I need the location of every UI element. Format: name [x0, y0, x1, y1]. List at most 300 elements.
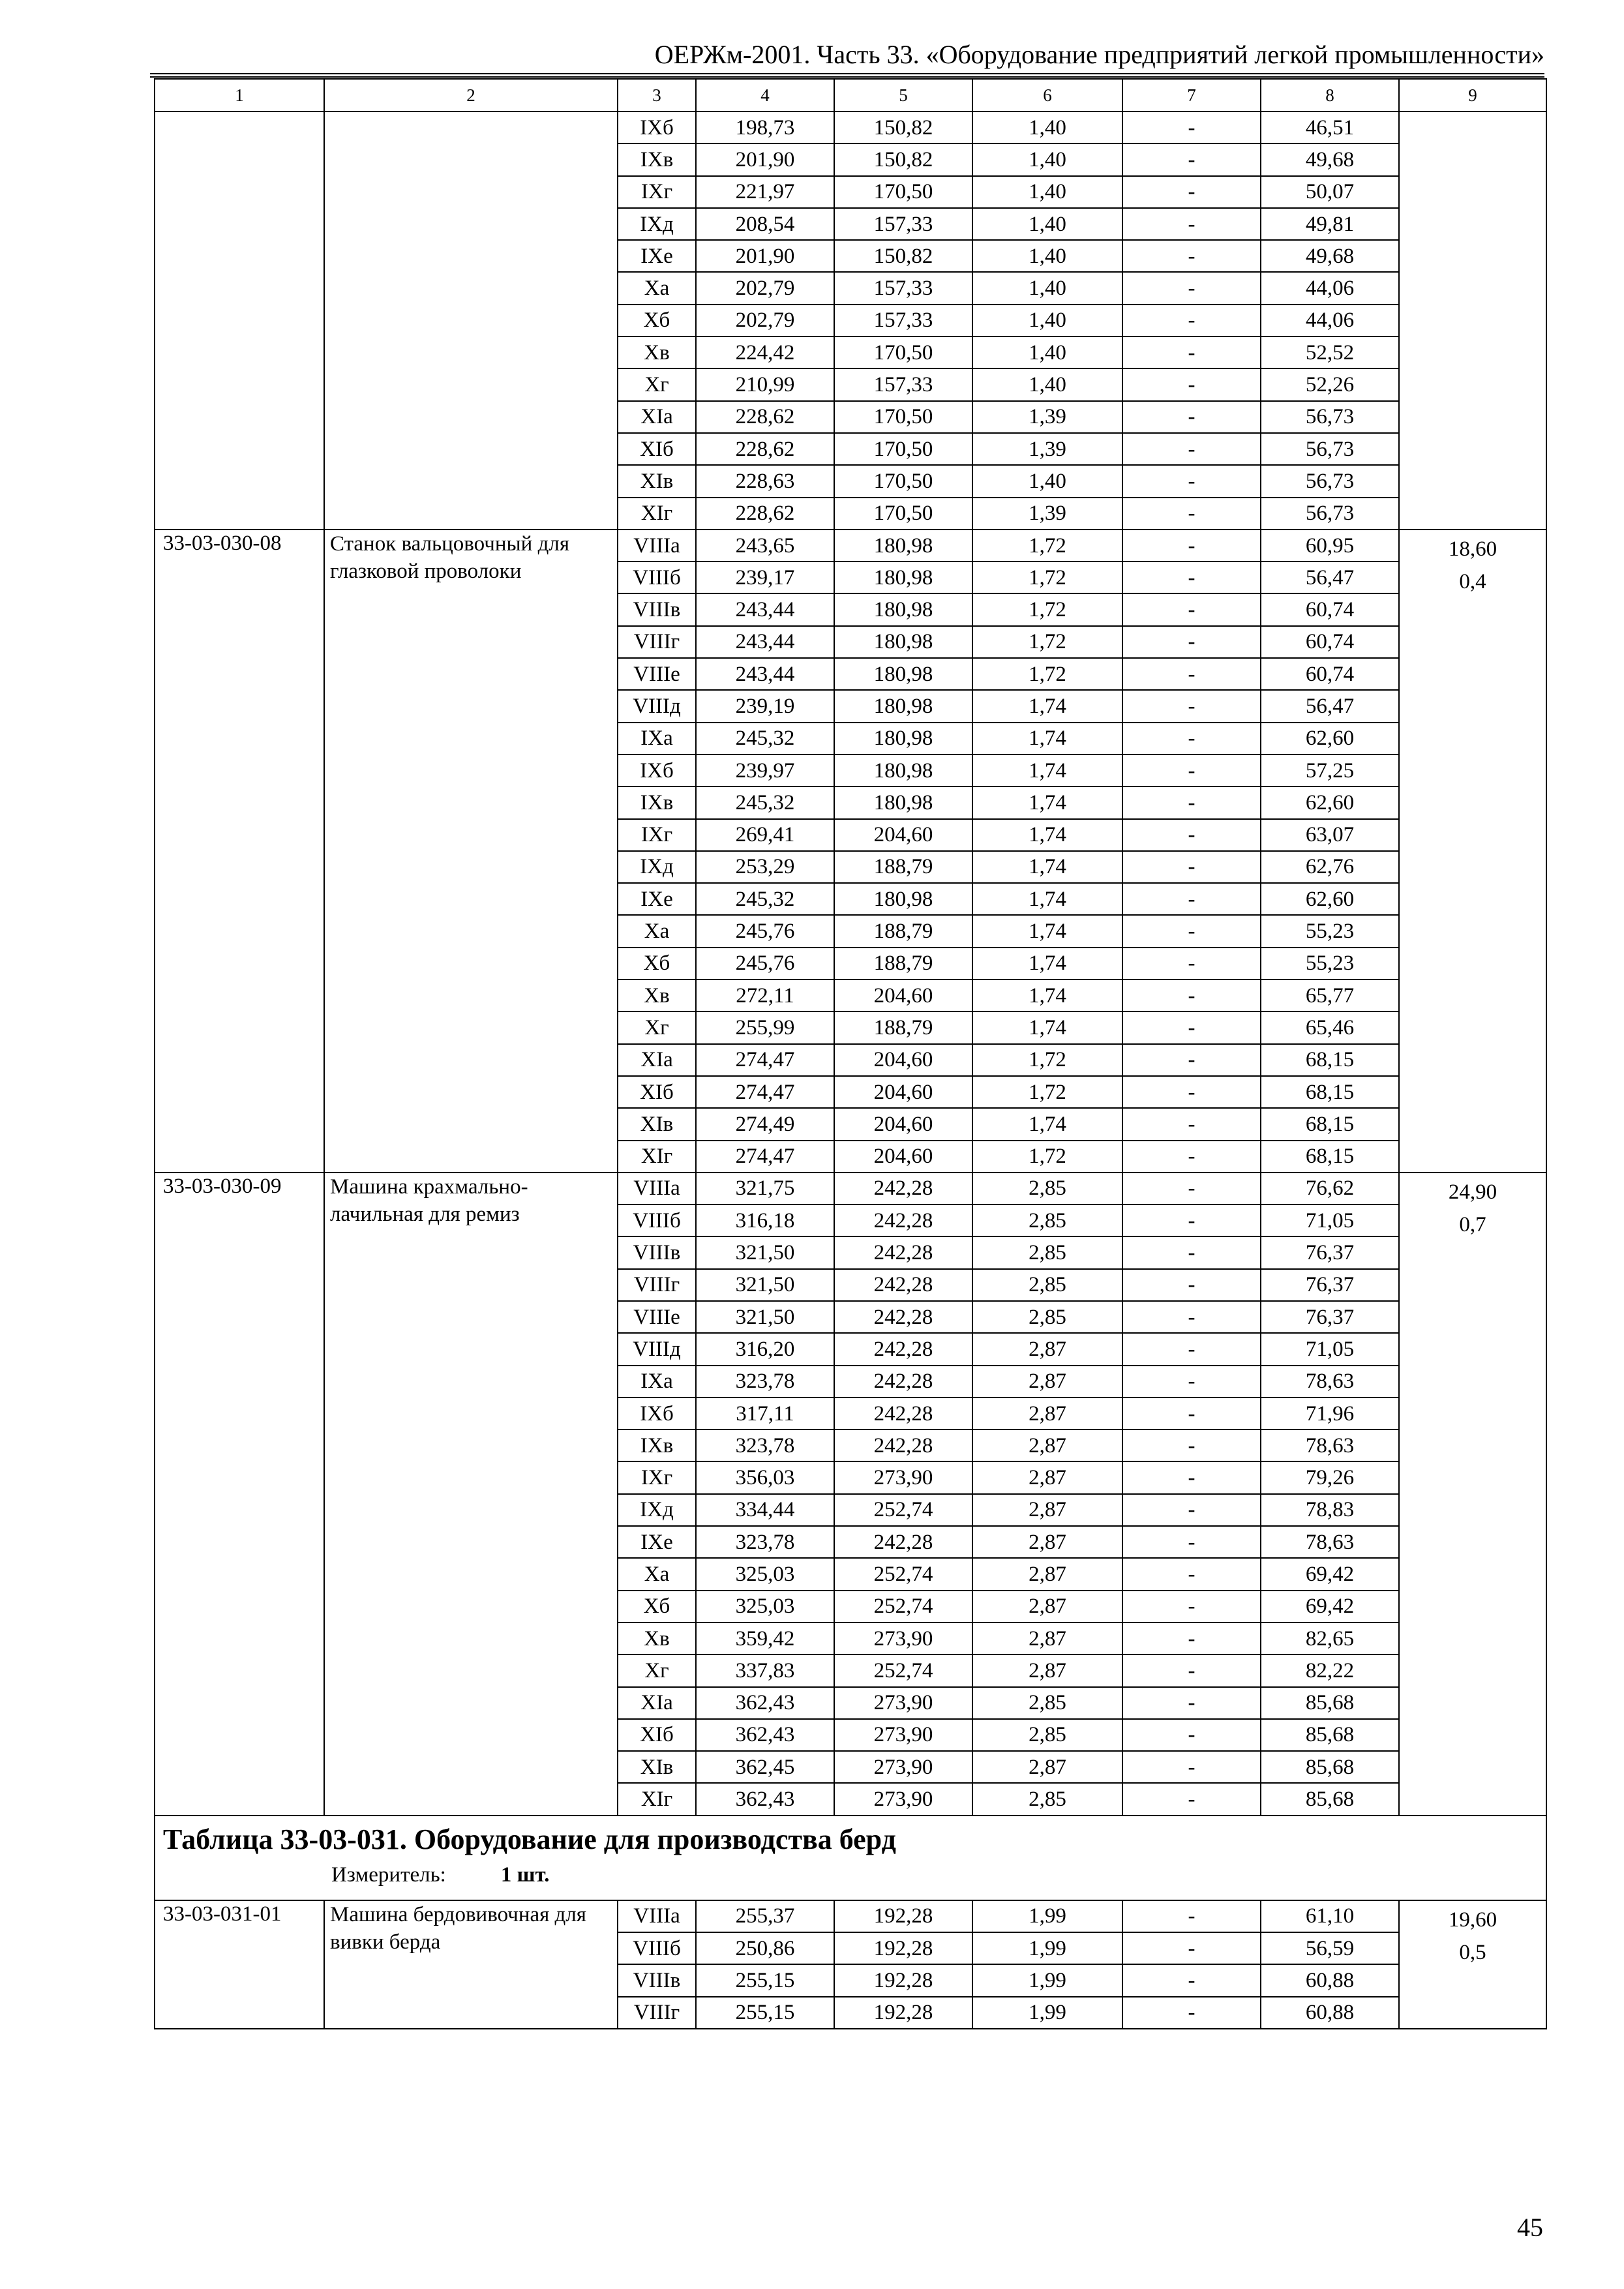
- value-cell: 1,72: [972, 1141, 1122, 1173]
- value-cell: 243,44: [696, 658, 834, 690]
- value-cell: 192,28: [834, 1997, 972, 2029]
- value-cell: -: [1122, 1900, 1261, 1932]
- value-cell: 192,28: [834, 1932, 972, 1964]
- section-cell: [155, 1816, 1546, 1900]
- value-cell: 1,74: [972, 819, 1122, 851]
- value-cell: VIIIд: [618, 690, 696, 722]
- value-cell: -: [1122, 1333, 1261, 1365]
- value-cell: 362,43: [696, 1783, 834, 1815]
- value-cell: 170,50: [834, 465, 972, 497]
- value-cell: 2,87: [972, 1461, 1122, 1493]
- col9-value: 19,60: [1448, 1908, 1497, 1932]
- value-cell: Xг: [618, 1011, 696, 1043]
- column-number-cell: 4: [696, 79, 834, 112]
- value-cell: -: [1122, 755, 1261, 786]
- value-cell: 56,47: [1261, 561, 1399, 593]
- value-cell: 62,60: [1261, 723, 1399, 755]
- value-cell: 204,60: [834, 819, 972, 851]
- value-cell: 239,19: [696, 690, 834, 722]
- running-header: ОЕРЖм-2001. Часть 33. «Оборудование предприятий легкой промышленности»: [654, 40, 1544, 69]
- value-cell: -: [1122, 819, 1261, 851]
- value-cell: -: [1122, 337, 1261, 368]
- value-cell: 239,97: [696, 755, 834, 786]
- value-cell: 1,74: [972, 948, 1122, 980]
- value-cell: 82,22: [1261, 1654, 1399, 1686]
- value-cell: 242,28: [834, 1366, 972, 1398]
- value-cell: 157,33: [834, 305, 972, 337]
- value-cell: -: [1122, 465, 1261, 497]
- measure-label: Измеритель:: [331, 1863, 446, 1887]
- value-cell: 1,72: [972, 561, 1122, 593]
- value-cell: 245,32: [696, 786, 834, 818]
- value-cell: -: [1122, 690, 1261, 722]
- value-cell: 2,85: [972, 1719, 1122, 1751]
- value-cell: 243,44: [696, 593, 834, 625]
- value-cell: 1,74: [972, 786, 1122, 818]
- value-cell: -: [1122, 1719, 1261, 1751]
- value-cell: 1,99: [972, 1900, 1122, 1932]
- value-cell: 1,72: [972, 593, 1122, 625]
- value-cell: 65,77: [1261, 980, 1399, 1011]
- value-cell: -: [1122, 1997, 1261, 2029]
- value-cell: VIIIг: [618, 1269, 696, 1301]
- value-cell: 242,28: [834, 1333, 972, 1365]
- value-cell: -: [1122, 1398, 1261, 1429]
- page-number: 45: [1517, 2213, 1543, 2242]
- value-cell: 46,51: [1261, 112, 1399, 143]
- value-cell: 201,90: [696, 143, 834, 175]
- value-cell: 242,28: [834, 1398, 972, 1429]
- value-cell: 1,74: [972, 883, 1122, 915]
- value-cell: 56,47: [1261, 690, 1399, 722]
- value-cell: -: [1122, 1783, 1261, 1815]
- value-cell: 188,79: [834, 1011, 972, 1043]
- value-cell: 204,60: [834, 980, 972, 1011]
- value-cell: 68,15: [1261, 1141, 1399, 1173]
- value-cell: 1,39: [972, 401, 1122, 433]
- value-cell: 170,50: [834, 498, 972, 530]
- item-name-cell: Машина крахмально-лачильная для ремиз: [324, 1173, 618, 1816]
- value-cell: 243,44: [696, 626, 834, 658]
- value-cell: -: [1122, 1526, 1261, 1558]
- value-cell: 272,11: [696, 980, 834, 1011]
- value-cell: 157,33: [834, 272, 972, 304]
- value-cell: 157,33: [834, 368, 972, 400]
- value-cell: 56,59: [1261, 1932, 1399, 1964]
- measure-unit: 1 шт.: [500, 1863, 550, 1887]
- value-cell: -: [1122, 240, 1261, 272]
- value-cell: 157,33: [834, 208, 972, 240]
- value-cell: 1,74: [972, 915, 1122, 947]
- item-code-cell: [155, 112, 324, 530]
- value-cell: 63,07: [1261, 819, 1399, 851]
- value-cell: -: [1122, 1204, 1261, 1236]
- value-cell: 273,90: [834, 1461, 972, 1493]
- value-cell: -: [1122, 1108, 1261, 1140]
- value-cell: 242,28: [834, 1204, 972, 1236]
- value-cell: 188,79: [834, 915, 972, 947]
- value-cell: -: [1122, 1964, 1261, 1996]
- value-cell: -: [1122, 1269, 1261, 1301]
- rates-table: [154, 78, 1547, 2029]
- value-cell: 202,79: [696, 305, 834, 337]
- value-cell: -: [1122, 1461, 1261, 1493]
- value-cell: 228,62: [696, 433, 834, 465]
- value-cell: 362,43: [696, 1687, 834, 1719]
- value-cell: Xа: [618, 272, 696, 304]
- value-cell: 71,96: [1261, 1398, 1399, 1429]
- value-cell: 242,28: [834, 1173, 972, 1204]
- value-cell: 60,88: [1261, 1997, 1399, 2029]
- value-cell: -: [1122, 658, 1261, 690]
- value-cell: 242,28: [834, 1236, 972, 1268]
- value-cell: Xг: [618, 1654, 696, 1686]
- value-cell: 180,98: [834, 723, 972, 755]
- value-cell: 204,60: [834, 1076, 972, 1108]
- value-cell: -: [1122, 561, 1261, 593]
- value-cell: 69,42: [1261, 1558, 1399, 1590]
- value-cell: -: [1122, 1654, 1261, 1686]
- value-cell: -: [1122, 1301, 1261, 1333]
- value-cell: 204,60: [834, 1108, 972, 1140]
- value-cell: 317,11: [696, 1398, 834, 1429]
- value-cell: 180,98: [834, 786, 972, 818]
- value-cell: -: [1122, 368, 1261, 400]
- value-cell: 85,68: [1261, 1751, 1399, 1783]
- value-cell: 359,42: [696, 1623, 834, 1654]
- value-cell: 57,25: [1261, 755, 1399, 786]
- value-cell: 82,65: [1261, 1623, 1399, 1654]
- value-cell: XIа: [618, 1687, 696, 1719]
- value-cell: 1,40: [972, 112, 1122, 143]
- value-cell: 228,62: [696, 401, 834, 433]
- value-cell: 60,74: [1261, 658, 1399, 690]
- column-number-cell: 5: [834, 79, 972, 112]
- value-cell: 49,68: [1261, 143, 1399, 175]
- value-cell: 2,85: [972, 1687, 1122, 1719]
- col9-value: 0,5: [1459, 1940, 1486, 1964]
- value-cell: 2,87: [972, 1751, 1122, 1783]
- value-cell: 204,60: [834, 1044, 972, 1076]
- value-cell: IXд: [618, 851, 696, 883]
- value-cell: -: [1122, 1558, 1261, 1590]
- value-cell: 2,85: [972, 1269, 1122, 1301]
- value-cell: 321,50: [696, 1236, 834, 1268]
- value-cell: 1,74: [972, 755, 1122, 786]
- value-cell: 85,68: [1261, 1783, 1399, 1815]
- value-cell: VIIIе: [618, 658, 696, 690]
- value-cell: 1,74: [972, 851, 1122, 883]
- section-row: [155, 1816, 1546, 1900]
- value-cell: IXг: [618, 1461, 696, 1493]
- value-cell: 1,74: [972, 1011, 1122, 1043]
- value-cell: 2,87: [972, 1591, 1122, 1623]
- value-cell: -: [1122, 1236, 1261, 1268]
- value-cell: 201,90: [696, 240, 834, 272]
- column-number-row: [155, 79, 1546, 112]
- value-cell: 2,87: [972, 1398, 1122, 1429]
- column-number-cell: 6: [972, 79, 1122, 112]
- value-cell: 49,81: [1261, 208, 1399, 240]
- value-cell: Xг: [618, 368, 696, 400]
- value-cell: 180,98: [834, 658, 972, 690]
- value-cell: XIб: [618, 1719, 696, 1751]
- value-cell: 239,17: [696, 561, 834, 593]
- value-cell: 60,95: [1261, 530, 1399, 561]
- value-cell: 52,52: [1261, 337, 1399, 368]
- value-cell: XIа: [618, 401, 696, 433]
- value-cell: -: [1122, 1494, 1261, 1526]
- item-name-cell: Станок вальцовочный для глазковой проволоки: [324, 530, 618, 1173]
- value-cell: 274,47: [696, 1076, 834, 1108]
- table-row: [155, 112, 1546, 143]
- value-cell: 85,68: [1261, 1687, 1399, 1719]
- value-cell: 2,87: [972, 1623, 1122, 1654]
- value-cell: 49,68: [1261, 240, 1399, 272]
- value-cell: 1,40: [972, 465, 1122, 497]
- value-cell: 1,39: [972, 433, 1122, 465]
- value-cell: XIв: [618, 1751, 696, 1783]
- col9-cell: [1399, 112, 1546, 530]
- value-cell: 180,98: [834, 626, 972, 658]
- value-cell: 1,72: [972, 1044, 1122, 1076]
- value-cell: 68,15: [1261, 1044, 1399, 1076]
- value-cell: 68,15: [1261, 1108, 1399, 1140]
- value-cell: 1,74: [972, 980, 1122, 1011]
- value-cell: 245,32: [696, 723, 834, 755]
- section-measure: [163, 1859, 1538, 1891]
- value-cell: VIIIг: [618, 626, 696, 658]
- value-cell: 273,90: [834, 1783, 972, 1815]
- value-cell: 2,87: [972, 1654, 1122, 1686]
- value-cell: 2,87: [972, 1429, 1122, 1461]
- value-cell: 180,98: [834, 690, 972, 722]
- value-cell: -: [1122, 401, 1261, 433]
- value-cell: 180,98: [834, 883, 972, 915]
- col9-value: 18,60: [1448, 537, 1497, 561]
- value-cell: 55,23: [1261, 915, 1399, 947]
- value-cell: 1,40: [972, 272, 1122, 304]
- value-cell: VIIIб: [618, 1932, 696, 1964]
- value-cell: 325,03: [696, 1558, 834, 1590]
- value-cell: 323,78: [696, 1429, 834, 1461]
- col9-cell: [1399, 1900, 1546, 2029]
- value-cell: XIа: [618, 1044, 696, 1076]
- value-cell: 1,72: [972, 530, 1122, 561]
- value-cell: VIIIв: [618, 593, 696, 625]
- value-cell: -: [1122, 305, 1261, 337]
- value-cell: 2,85: [972, 1173, 1122, 1204]
- value-cell: 273,90: [834, 1687, 972, 1719]
- item-name-cell: Машина бердовивочная для вивки берда: [324, 1900, 618, 2029]
- value-cell: 62,60: [1261, 786, 1399, 818]
- value-cell: 2,87: [972, 1366, 1122, 1398]
- value-cell: 273,90: [834, 1719, 972, 1751]
- value-cell: 60,88: [1261, 1964, 1399, 1996]
- value-cell: -: [1122, 1751, 1261, 1783]
- value-cell: 85,68: [1261, 1719, 1399, 1751]
- value-cell: 150,82: [834, 240, 972, 272]
- value-cell: VIIIв: [618, 1236, 696, 1268]
- value-cell: VIIIб: [618, 1204, 696, 1236]
- value-cell: 1,40: [972, 143, 1122, 175]
- value-cell: 1,40: [972, 368, 1122, 400]
- value-cell: 242,28: [834, 1526, 972, 1558]
- value-cell: 250,86: [696, 1932, 834, 1964]
- value-cell: IXд: [618, 1494, 696, 1526]
- value-cell: 198,73: [696, 112, 834, 143]
- value-cell: 170,50: [834, 176, 972, 208]
- value-cell: 1,40: [972, 176, 1122, 208]
- column-number-cell: 8: [1261, 79, 1399, 112]
- value-cell: 1,40: [972, 305, 1122, 337]
- value-cell: 1,39: [972, 498, 1122, 530]
- value-cell: -: [1122, 272, 1261, 304]
- value-cell: -: [1122, 1932, 1261, 1964]
- value-cell: 62,76: [1261, 851, 1399, 883]
- value-cell: 56,73: [1261, 465, 1399, 497]
- value-cell: 273,90: [834, 1751, 972, 1783]
- value-cell: 76,37: [1261, 1236, 1399, 1268]
- value-cell: 56,73: [1261, 498, 1399, 530]
- value-cell: 252,74: [834, 1591, 972, 1623]
- header-double-rule: [150, 73, 1544, 78]
- value-cell: 252,74: [834, 1654, 972, 1686]
- value-cell: XIг: [618, 498, 696, 530]
- value-cell: 44,06: [1261, 305, 1399, 337]
- value-cell: 274,49: [696, 1108, 834, 1140]
- value-cell: 202,79: [696, 272, 834, 304]
- value-cell: 56,73: [1261, 433, 1399, 465]
- value-cell: 316,18: [696, 1204, 834, 1236]
- value-cell: 321,50: [696, 1269, 834, 1301]
- value-cell: -: [1122, 851, 1261, 883]
- value-cell: 253,29: [696, 851, 834, 883]
- column-number-cell: 2: [324, 79, 618, 112]
- value-cell: VIIIа: [618, 1900, 696, 1932]
- value-cell: 323,78: [696, 1366, 834, 1398]
- value-cell: -: [1122, 1044, 1261, 1076]
- value-cell: 76,37: [1261, 1301, 1399, 1333]
- value-cell: 255,99: [696, 1011, 834, 1043]
- value-cell: Xб: [618, 305, 696, 337]
- value-cell: -: [1122, 786, 1261, 818]
- value-cell: 78,63: [1261, 1366, 1399, 1398]
- value-cell: -: [1122, 208, 1261, 240]
- value-cell: 362,43: [696, 1719, 834, 1751]
- value-cell: IXе: [618, 1526, 696, 1558]
- value-cell: 188,79: [834, 948, 972, 980]
- value-cell: 210,99: [696, 368, 834, 400]
- value-cell: 1,74: [972, 723, 1122, 755]
- value-cell: XIг: [618, 1783, 696, 1815]
- value-cell: 78,63: [1261, 1526, 1399, 1558]
- value-cell: 180,98: [834, 755, 972, 786]
- value-cell: 60,74: [1261, 626, 1399, 658]
- value-cell: 334,44: [696, 1494, 834, 1526]
- value-cell: -: [1122, 1141, 1261, 1173]
- value-cell: -: [1122, 1076, 1261, 1108]
- value-cell: 224,42: [696, 337, 834, 368]
- value-cell: 180,98: [834, 593, 972, 625]
- value-cell: 2,87: [972, 1494, 1122, 1526]
- value-cell: VIIIа: [618, 1173, 696, 1204]
- value-cell: -: [1122, 1591, 1261, 1623]
- table-row: [155, 1900, 1546, 1932]
- value-cell: -: [1122, 883, 1261, 915]
- value-cell: -: [1122, 1623, 1261, 1654]
- value-cell: 55,23: [1261, 948, 1399, 980]
- value-cell: 76,37: [1261, 1269, 1399, 1301]
- value-cell: 204,60: [834, 1141, 972, 1173]
- value-cell: 78,83: [1261, 1494, 1399, 1526]
- value-cell: 321,75: [696, 1173, 834, 1204]
- value-cell: 337,83: [696, 1654, 834, 1686]
- value-cell: VIIIб: [618, 561, 696, 593]
- value-cell: 228,62: [696, 498, 834, 530]
- value-cell: 1,40: [972, 208, 1122, 240]
- value-cell: 52,26: [1261, 368, 1399, 400]
- value-cell: IXе: [618, 240, 696, 272]
- value-cell: VIIIг: [618, 1997, 696, 2029]
- value-cell: IXб: [618, 1398, 696, 1429]
- value-cell: 242,28: [834, 1429, 972, 1461]
- value-cell: 242,28: [834, 1269, 972, 1301]
- value-cell: Xб: [618, 948, 696, 980]
- value-cell: 323,78: [696, 1526, 834, 1558]
- value-cell: IXб: [618, 112, 696, 143]
- table-row: [155, 1173, 1546, 1204]
- value-cell: 170,50: [834, 433, 972, 465]
- value-cell: 255,37: [696, 1900, 834, 1932]
- value-cell: Xа: [618, 915, 696, 947]
- value-cell: 252,74: [834, 1558, 972, 1590]
- value-cell: Xв: [618, 337, 696, 368]
- value-cell: 2,87: [972, 1333, 1122, 1365]
- section-title: Таблица 33-03-031. Оборудование для производства берд: [163, 1823, 896, 1855]
- value-cell: 56,73: [1261, 401, 1399, 433]
- value-cell: -: [1122, 1366, 1261, 1398]
- column-number-cell: 9: [1399, 79, 1546, 112]
- value-cell: IXа: [618, 723, 696, 755]
- value-cell: 255,15: [696, 1964, 834, 1996]
- value-cell: IXа: [618, 1366, 696, 1398]
- value-cell: 325,03: [696, 1591, 834, 1623]
- value-cell: -: [1122, 112, 1261, 143]
- value-cell: 60,74: [1261, 593, 1399, 625]
- value-cell: 44,06: [1261, 272, 1399, 304]
- item-code-cell: 33-03-031-01: [155, 1900, 324, 2029]
- value-cell: Xа: [618, 1558, 696, 1590]
- item-code-cell: 33-03-030-09: [155, 1173, 324, 1816]
- value-cell: 321,50: [696, 1301, 834, 1333]
- value-cell: 192,28: [834, 1900, 972, 1932]
- value-cell: 273,90: [834, 1623, 972, 1654]
- col9-cell: [1399, 530, 1546, 1173]
- col9-value: 0,4: [1459, 569, 1486, 593]
- column-number-cell: 1: [155, 79, 324, 112]
- value-cell: 180,98: [834, 561, 972, 593]
- value-cell: 76,62: [1261, 1173, 1399, 1204]
- item-name-cell: [324, 112, 618, 530]
- column-number-cell: 3: [618, 79, 696, 112]
- value-cell: VIIIа: [618, 530, 696, 561]
- value-cell: 1,74: [972, 690, 1122, 722]
- value-cell: 2,85: [972, 1301, 1122, 1333]
- value-cell: 245,32: [696, 883, 834, 915]
- table-row: [155, 530, 1546, 561]
- value-cell: Xб: [618, 1591, 696, 1623]
